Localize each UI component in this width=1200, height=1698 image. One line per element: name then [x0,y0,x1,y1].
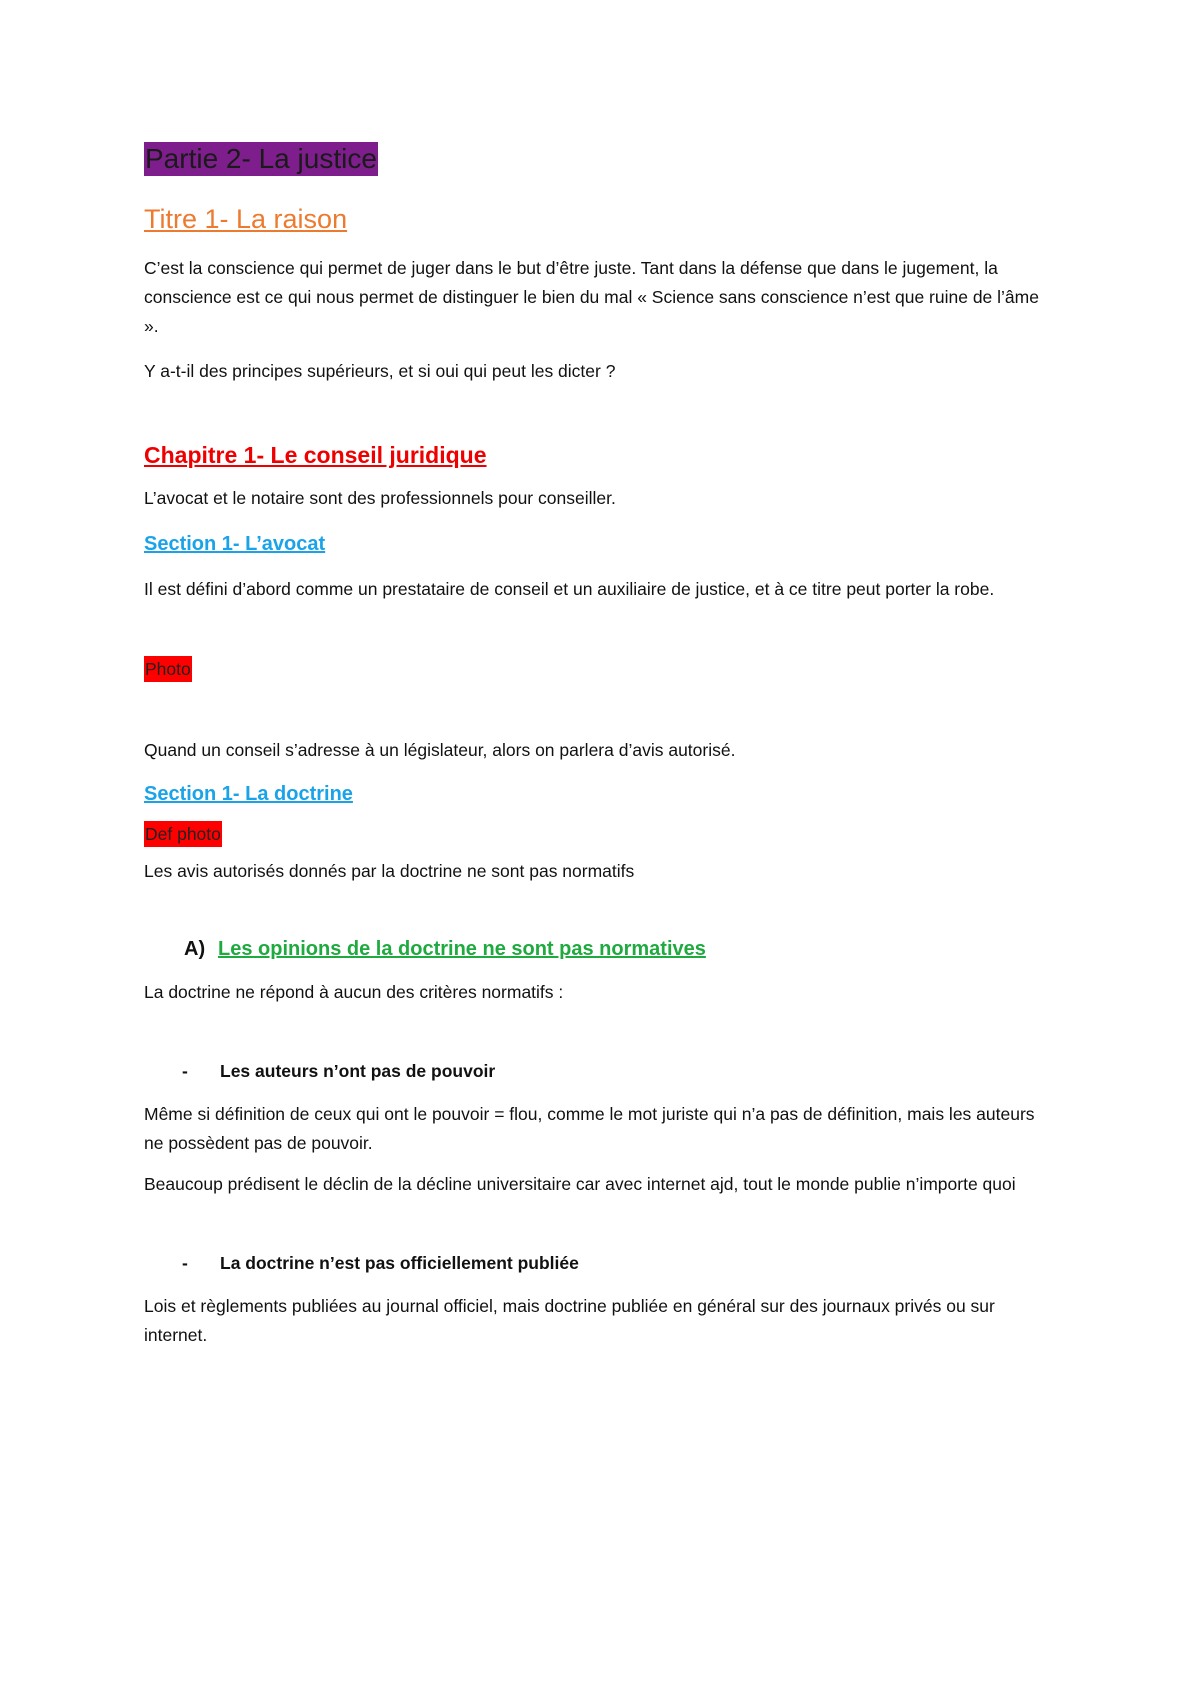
bullet-item-pouvoir [182,1057,1064,1086]
chapitre-paragraph: L’avocat et le notaire sont des professionnels pour conseiller. [144,488,616,508]
chapitre-heading: Chapitre 1- Le conseil juridique [144,442,487,468]
pouvoir-paragraph-2: Beaucoup prédisent le déclin de la décline universitaire car avec internet ajd, tout le monde publie n’importe quoi [144,1174,1016,1194]
bullet-dash: - [182,1253,188,1273]
bullet-item-publication [182,1249,1064,1278]
section-avocat-heading: Section 1- L’avocat [144,533,326,555]
partie-heading-wrap [144,142,1064,188]
avocat-paragraph: Il est défini d’abord comme un prestataire de conseil et un auxiliaire de justice, et à ce titre peut porter la robe. [144,579,995,599]
photo-placeholder-row [144,656,1064,682]
criteria-paragraph: La doctrine ne répond à aucun des critères normatifs : [144,982,564,1002]
doctrine-paragraph: Les avis autorisés donnés par la doctrine ne sont pas normatifs [144,861,635,881]
subsection-a-heading [184,934,1064,964]
question-paragraph: Y a-t-il des principes supérieurs, et si oui qui peut les dicter ? [144,361,616,381]
subsection-letter: A) [184,938,206,960]
publication-paragraph: Lois et règlements publiées au journal officiel, mais doctrine publiée en général sur des journaux privés ou sur internet. [144,1296,995,1345]
avis-paragraph: Quand un conseil s’adresse à un législateur, alors on parlera d’avis autorisé. [144,740,736,760]
bullet-label-publication: La doctrine n’est pas officiellement publiée [220,1253,579,1273]
bullet-label-pouvoir: Les auteurs n’ont pas de pouvoir [220,1061,496,1081]
titre-heading: Titre 1- La raison [144,204,348,234]
section-doctrine-heading: Section 1- La doctrine [144,783,353,805]
def-photo-row [144,821,1064,847]
def-photo-tag: Def photo [144,821,222,847]
intro-paragraph: C’est la conscience qui permet de juger dans le but d’être juste. Tant dans la défense que dans le jugement, la conscience est ce qui nous permet de distinguer le bien du mal « Science sans conscience n’est que ruine de l’âme ». [144,258,1039,336]
subsection-label: Les opinions de la doctrine ne sont pas normatives [218,938,706,960]
partie-heading: Partie 2- La justice [145,143,377,174]
pouvoir-paragraph-1: Même si définition de ceux qui ont le pouvoir = flou, comme le mot juriste qui n’a pas de définition, mais les auteurs ne possèdent pas de pouvoir. [144,1104,1035,1153]
photo-placeholder-tag: Photo [144,656,192,682]
bullet-dash: - [182,1061,188,1081]
document-content [144,142,1064,1350]
